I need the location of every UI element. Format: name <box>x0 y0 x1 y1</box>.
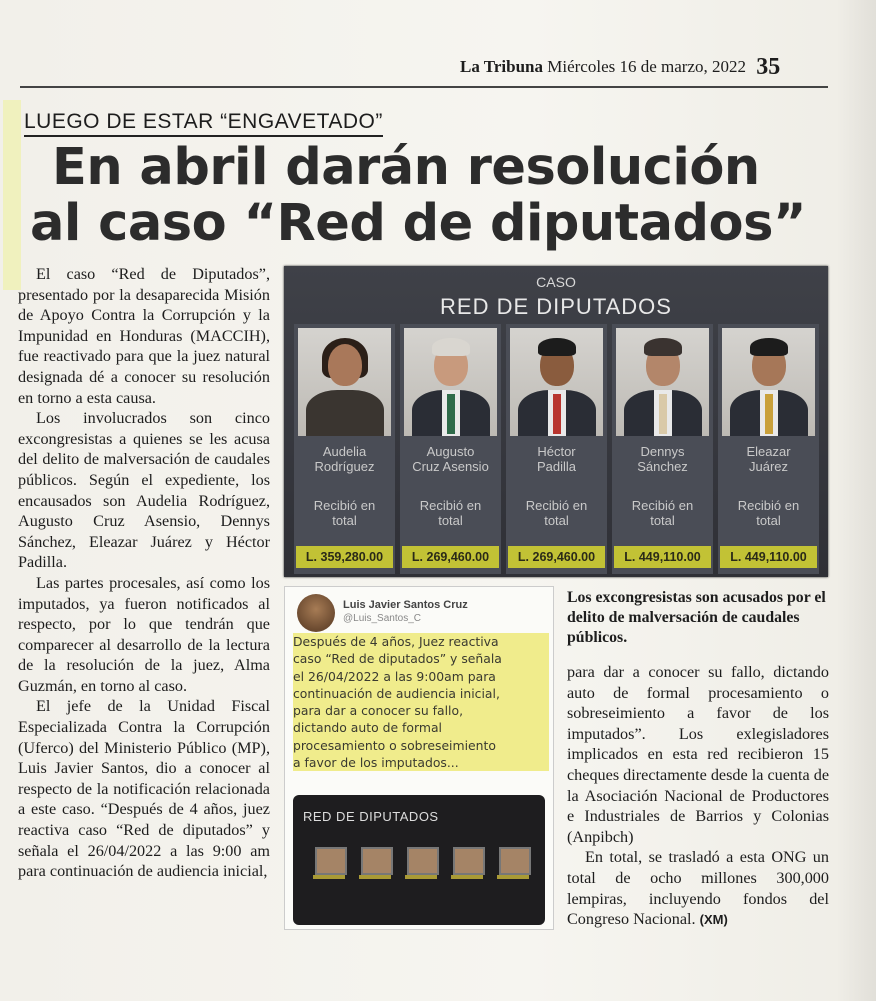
page-number: 35 <box>756 54 781 80</box>
person-card <box>612 324 713 574</box>
portrait-photo <box>510 328 603 436</box>
person-card <box>400 324 501 574</box>
person-card <box>506 324 607 574</box>
author-signature: (XM) <box>699 912 728 928</box>
amount-badge: L. 359,280.00 <box>296 546 393 568</box>
paragraph: Los involucrados son cinco excongresistas a quienes se les acusa del delito de malversación de caudales públicos. Según el expediente, los encausados son Audelia Rodríguez, Augusto Cruz Asensio, Dennys Sánchez, Eleazar Juárez y Héctor Padilla. <box>18 409 270 572</box>
article-column-1 <box>18 264 270 882</box>
avatar <box>297 594 335 632</box>
person-card <box>718 324 819 574</box>
tweet-author: Luis Javier Santos Cruz <box>343 599 468 611</box>
person-card <box>294 324 395 574</box>
person-name: Audelia Rodríguez <box>314 444 375 474</box>
newspaper-name: La Tribuna <box>460 57 543 76</box>
person-name: Dennys Sánchez <box>637 444 688 474</box>
paragraph: para dar a conocer su fallo, dictando auto de formal procesamiento o sobreseimiento a favor de los imputados”. Los exlegisladores implicados en esta red recibieron 15 cheques directamente desde la cuenta de la Asociación Nacional de Productores e Industriales de Barrios y Colonias (Anpibch) <box>567 663 830 846</box>
tweet-handle: @Luis_Santos_C <box>343 613 421 624</box>
paragraph: En total, se trasladó a esta ONG un total de ocho millones 300,000 lempiras, incluyendo fondos del Congreso Nacional. (XM) <box>567 848 829 929</box>
amount-strip <box>451 875 483 879</box>
received-label: Recibió en total <box>631 498 694 528</box>
photo-caption: Los excongresistas son acusados por el delito de malversación de caudales públicos. <box>567 589 826 646</box>
amount-strip <box>359 875 391 879</box>
thumbnail <box>407 847 439 875</box>
person-name: Eleazar Juárez <box>746 444 791 474</box>
portrait-photo <box>298 328 391 436</box>
article-column-3 <box>567 662 829 931</box>
paragraph: El caso “Red de Diputados”, presentado por la desaparecida Misión de Apoyo Contra la Corrupción y la Impunidad en Honduras (MACCIH), fue reactivado para que la juez natural designada dé a conocer su resolución en torno a esta causa. <box>18 265 270 407</box>
amount-strip <box>405 875 437 879</box>
portrait-photo <box>722 328 815 436</box>
thumbnail <box>453 847 485 875</box>
infographic-kicker: CASO <box>536 274 576 290</box>
tweet-media <box>293 795 545 925</box>
tweet-media-title: RED DE DIPUTADOS <box>303 809 439 824</box>
page-fold-shadow <box>836 0 876 1001</box>
person-name: Augusto Cruz Asensio <box>412 444 489 474</box>
portrait-photo <box>616 328 709 436</box>
embedded-tweet <box>284 586 554 930</box>
paragraph: Las partes procesales, así como los imputados, ya fueron notificados al respecto, por lo que tendrán que comparecer al desarrollo de la lectura de la resolución de la juez, Alma Guzmán, en torno al caso. <box>18 573 270 695</box>
headline-line-1: En abril darán resolución <box>52 138 760 197</box>
masthead <box>460 54 830 82</box>
infographic-title: RED DE DIPUTADOS <box>440 294 672 319</box>
case-infographic <box>284 266 828 577</box>
tweet-text: Después de 4 años, Juez reactiva caso “Red de diputados” y señala el 26/04/2022 a las 9:00am para continuación de audiencia inicial, para dar a conocer su fallo, dictando auto de formal procesamiento o sobreseimiento a favor de los imputados... <box>293 633 549 771</box>
thumbnail <box>499 847 531 875</box>
amount-badge: L. 269,460.00 <box>402 546 499 568</box>
amount-strip <box>313 875 345 879</box>
amount-strip <box>497 875 529 879</box>
headline <box>30 140 830 252</box>
amount-badge: L. 449,110.00 <box>720 546 817 568</box>
received-label: Recibió en total <box>313 498 376 528</box>
person-name: Héctor Padilla <box>536 444 577 474</box>
received-label: Recibió en total <box>419 498 482 528</box>
amount-badge: L. 269,460.00 <box>508 546 605 568</box>
received-label: Recibió en total <box>737 498 800 528</box>
thumbnail <box>315 847 347 875</box>
issue-date: Miércoles 16 de marzo, 2022 <box>547 57 746 76</box>
paragraph: El jefe de la Unidad Fiscal Especializada Contra la Corrupción (Uferco) del Ministerio Público (MP), Luis Javier Santos, dio a conocer al respecto de la notificación relacionada a este caso. “Después de 4 años, juez reactiva caso “Red de diputados” y señala el 26/04/2022 a las 9:00 am para continuación de audiencia inicial, <box>18 697 270 881</box>
highlight-mark <box>3 100 21 290</box>
amount-badge: L. 449,110.00 <box>614 546 711 568</box>
header-rule <box>20 86 828 88</box>
headline-line-2: al caso “Red de diputados” <box>30 194 806 253</box>
received-label: Recibió en total <box>525 498 588 528</box>
thumbnail <box>361 847 393 875</box>
portrait-photo <box>404 328 497 436</box>
kicker: LUEGO DE ESTAR “ENGAVETADO” <box>24 110 383 137</box>
